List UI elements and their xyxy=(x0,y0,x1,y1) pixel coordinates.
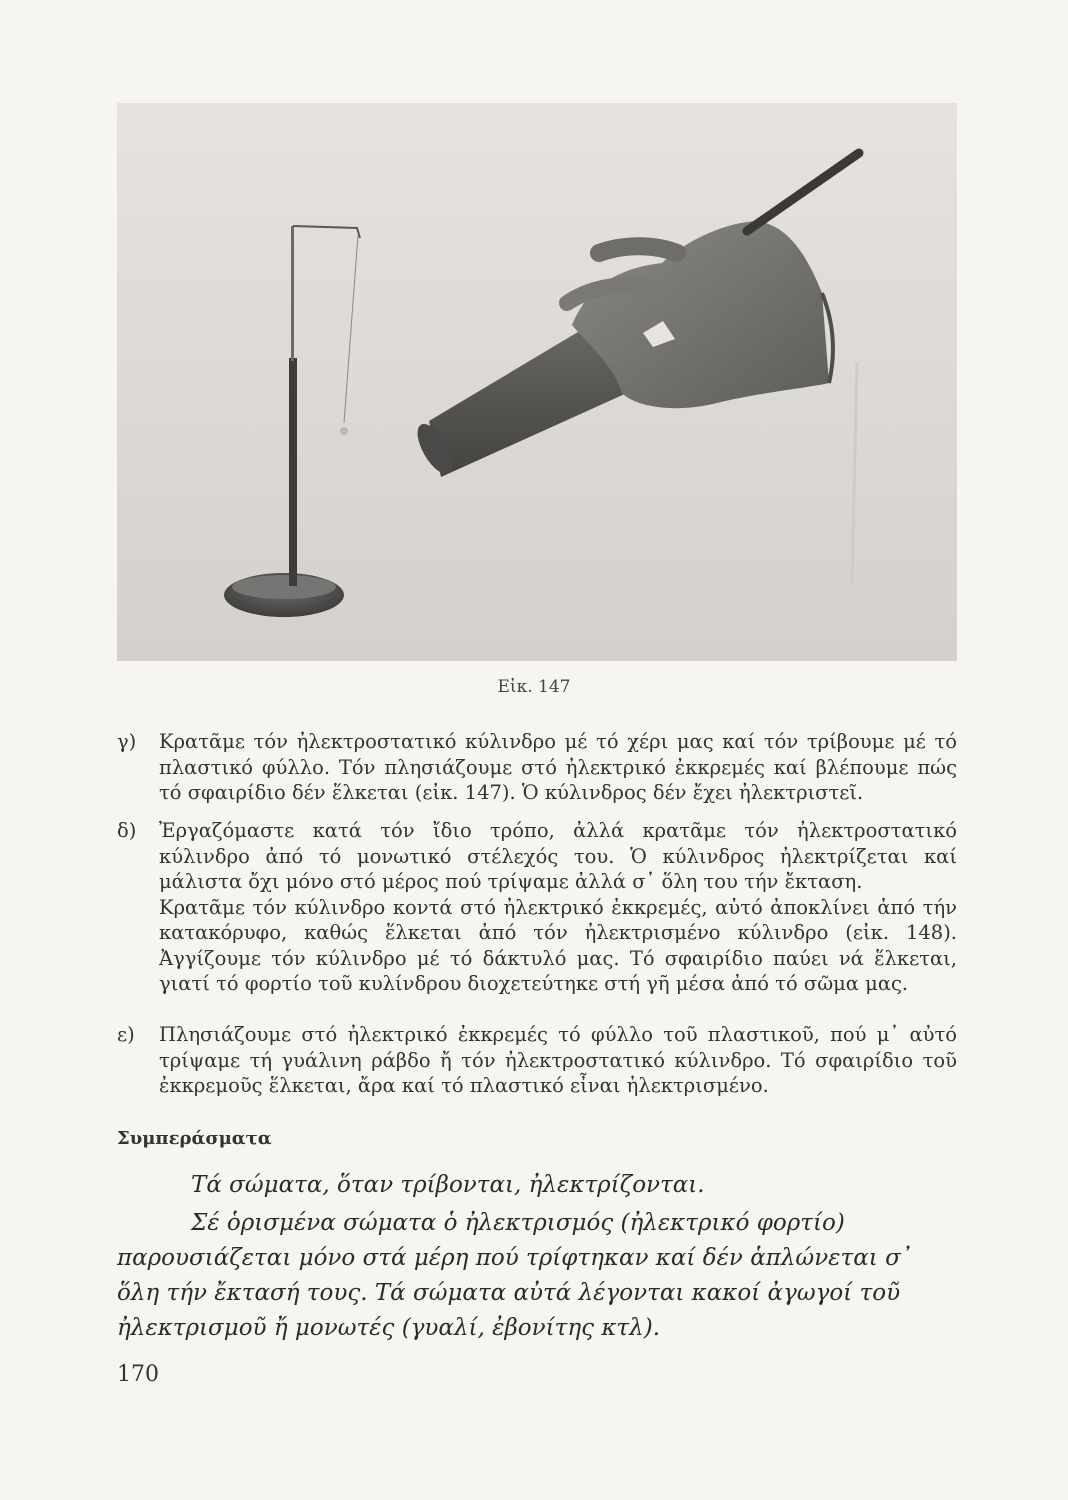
conclusion-line-2: Σέ ὁρισμένα σώματα ὁ ἠλεκτρισμός (ἠλεκτρικό φορτίο) παρουσιάζεται μόνο στά μέρη πού τρίφτηκαν καί δέν ἁπλώνεται σ᾽ ὅλη τήν ἔκτασή τους. Τά σώματα αὐτά λέγονται κακοί ἀγωγοί τοῦ ἠλεκτρισμοῦ ἤ μονωτές (γυαλί, ἐβονίτης κτλ). xyxy=(117,1210,913,1341)
conclusions-heading: Συμπεράσματα xyxy=(117,1128,272,1149)
pendulum-thread xyxy=(344,235,358,423)
pendulum-stand xyxy=(289,358,297,586)
paragraph-gamma xyxy=(117,729,957,806)
insulating-rod xyxy=(747,153,859,231)
paragraph-marker: δ) xyxy=(117,819,137,842)
pendulum-and-cylinder-illustration xyxy=(117,103,957,661)
pendulum-ball xyxy=(340,427,348,435)
paragraph-text: Ἐργαζόμαστε κατά τόν ἴδιο τρόπο, ἀλλά κρατᾶμε τόν ἠλεκτροστατικό κύλινδρο ἀπό τό μονωτικό στέλεχός του. Ὁ κύλινδρος ἠλεκτρίζεται καί μάλιστα ὄχι μόνο στό μέρος πού τρίψαμε ἀλλά σ᾽ ὅλη του τήν ἔκταση. xyxy=(159,819,957,893)
page-number: 170 xyxy=(117,1362,159,1387)
paragraph-text: Πλησιάζουμε στό ἠλεκτρικό ἐκκρεμές τό φύλλο τοῦ πλαστικοῦ, πού μ᾽ αὐτό τρίψαμε τή γυάλινη ράβδο ἤ τόν ἠλεκτροστατικό κύλινδρο. Τό σφαιρίδιο τοῦ ἐκκρεμοῦς ἕλκεται, ἄρα καί τό πλαστικό εἶναι ἠλεκτρισμένο. xyxy=(159,1023,957,1097)
figure-caption: Εἰκ. 147 xyxy=(497,677,571,697)
paragraph-text: Κρατᾶμε τόν ἠλεκτροστατικό κύλινδρο μέ τό χέρι μας καί τόν τρίβουμε μέ τό πλαστικό φύλλο. Τόν πλησιάζουμε στό ἠλεκτρικό ἐκκρεμές καί βλέπουμε πώς τό σφαιρίδιο δέν ἕλκεται (εἰκ. 147). Ὁ κύλινδρος δέν ἔχει ἠλεκτριστεῖ. xyxy=(159,730,957,804)
paragraph-continuation: Κρατᾶμε τόν κύλινδρο κοντά στό ἠλεκτρικό ἐκκρεμές, αὐτό ἀποκλίνει ἀπό τήν κατακόρυφο, καθώς ἕλκεται ἀπό τόν ἠλεκτρισμένο κύλινδρο (εἰκ. 148). Ἀγγίζουμε τόν κύλινδρο μέ τό δάκτυλό μας. Τό σφαιρίδιο παύει νά ἕλκεται, γιατί τό φορτίο τοῦ κυλίνδρου διοχετεύτηκε στή γῆ μέσα ἀπό τό σῶμα μας. xyxy=(159,895,957,995)
paragraph-delta xyxy=(117,818,957,997)
paragraph-marker: γ) xyxy=(117,730,137,753)
paragraph-epsilon xyxy=(117,1022,957,1099)
conclusion-line-1: Τά σώματα, ὅταν τρίβονται, ἠλεκτρίζονται. xyxy=(191,1172,705,1198)
figure-147-photo xyxy=(117,103,957,661)
paragraph-marker: ε) xyxy=(117,1023,135,1046)
